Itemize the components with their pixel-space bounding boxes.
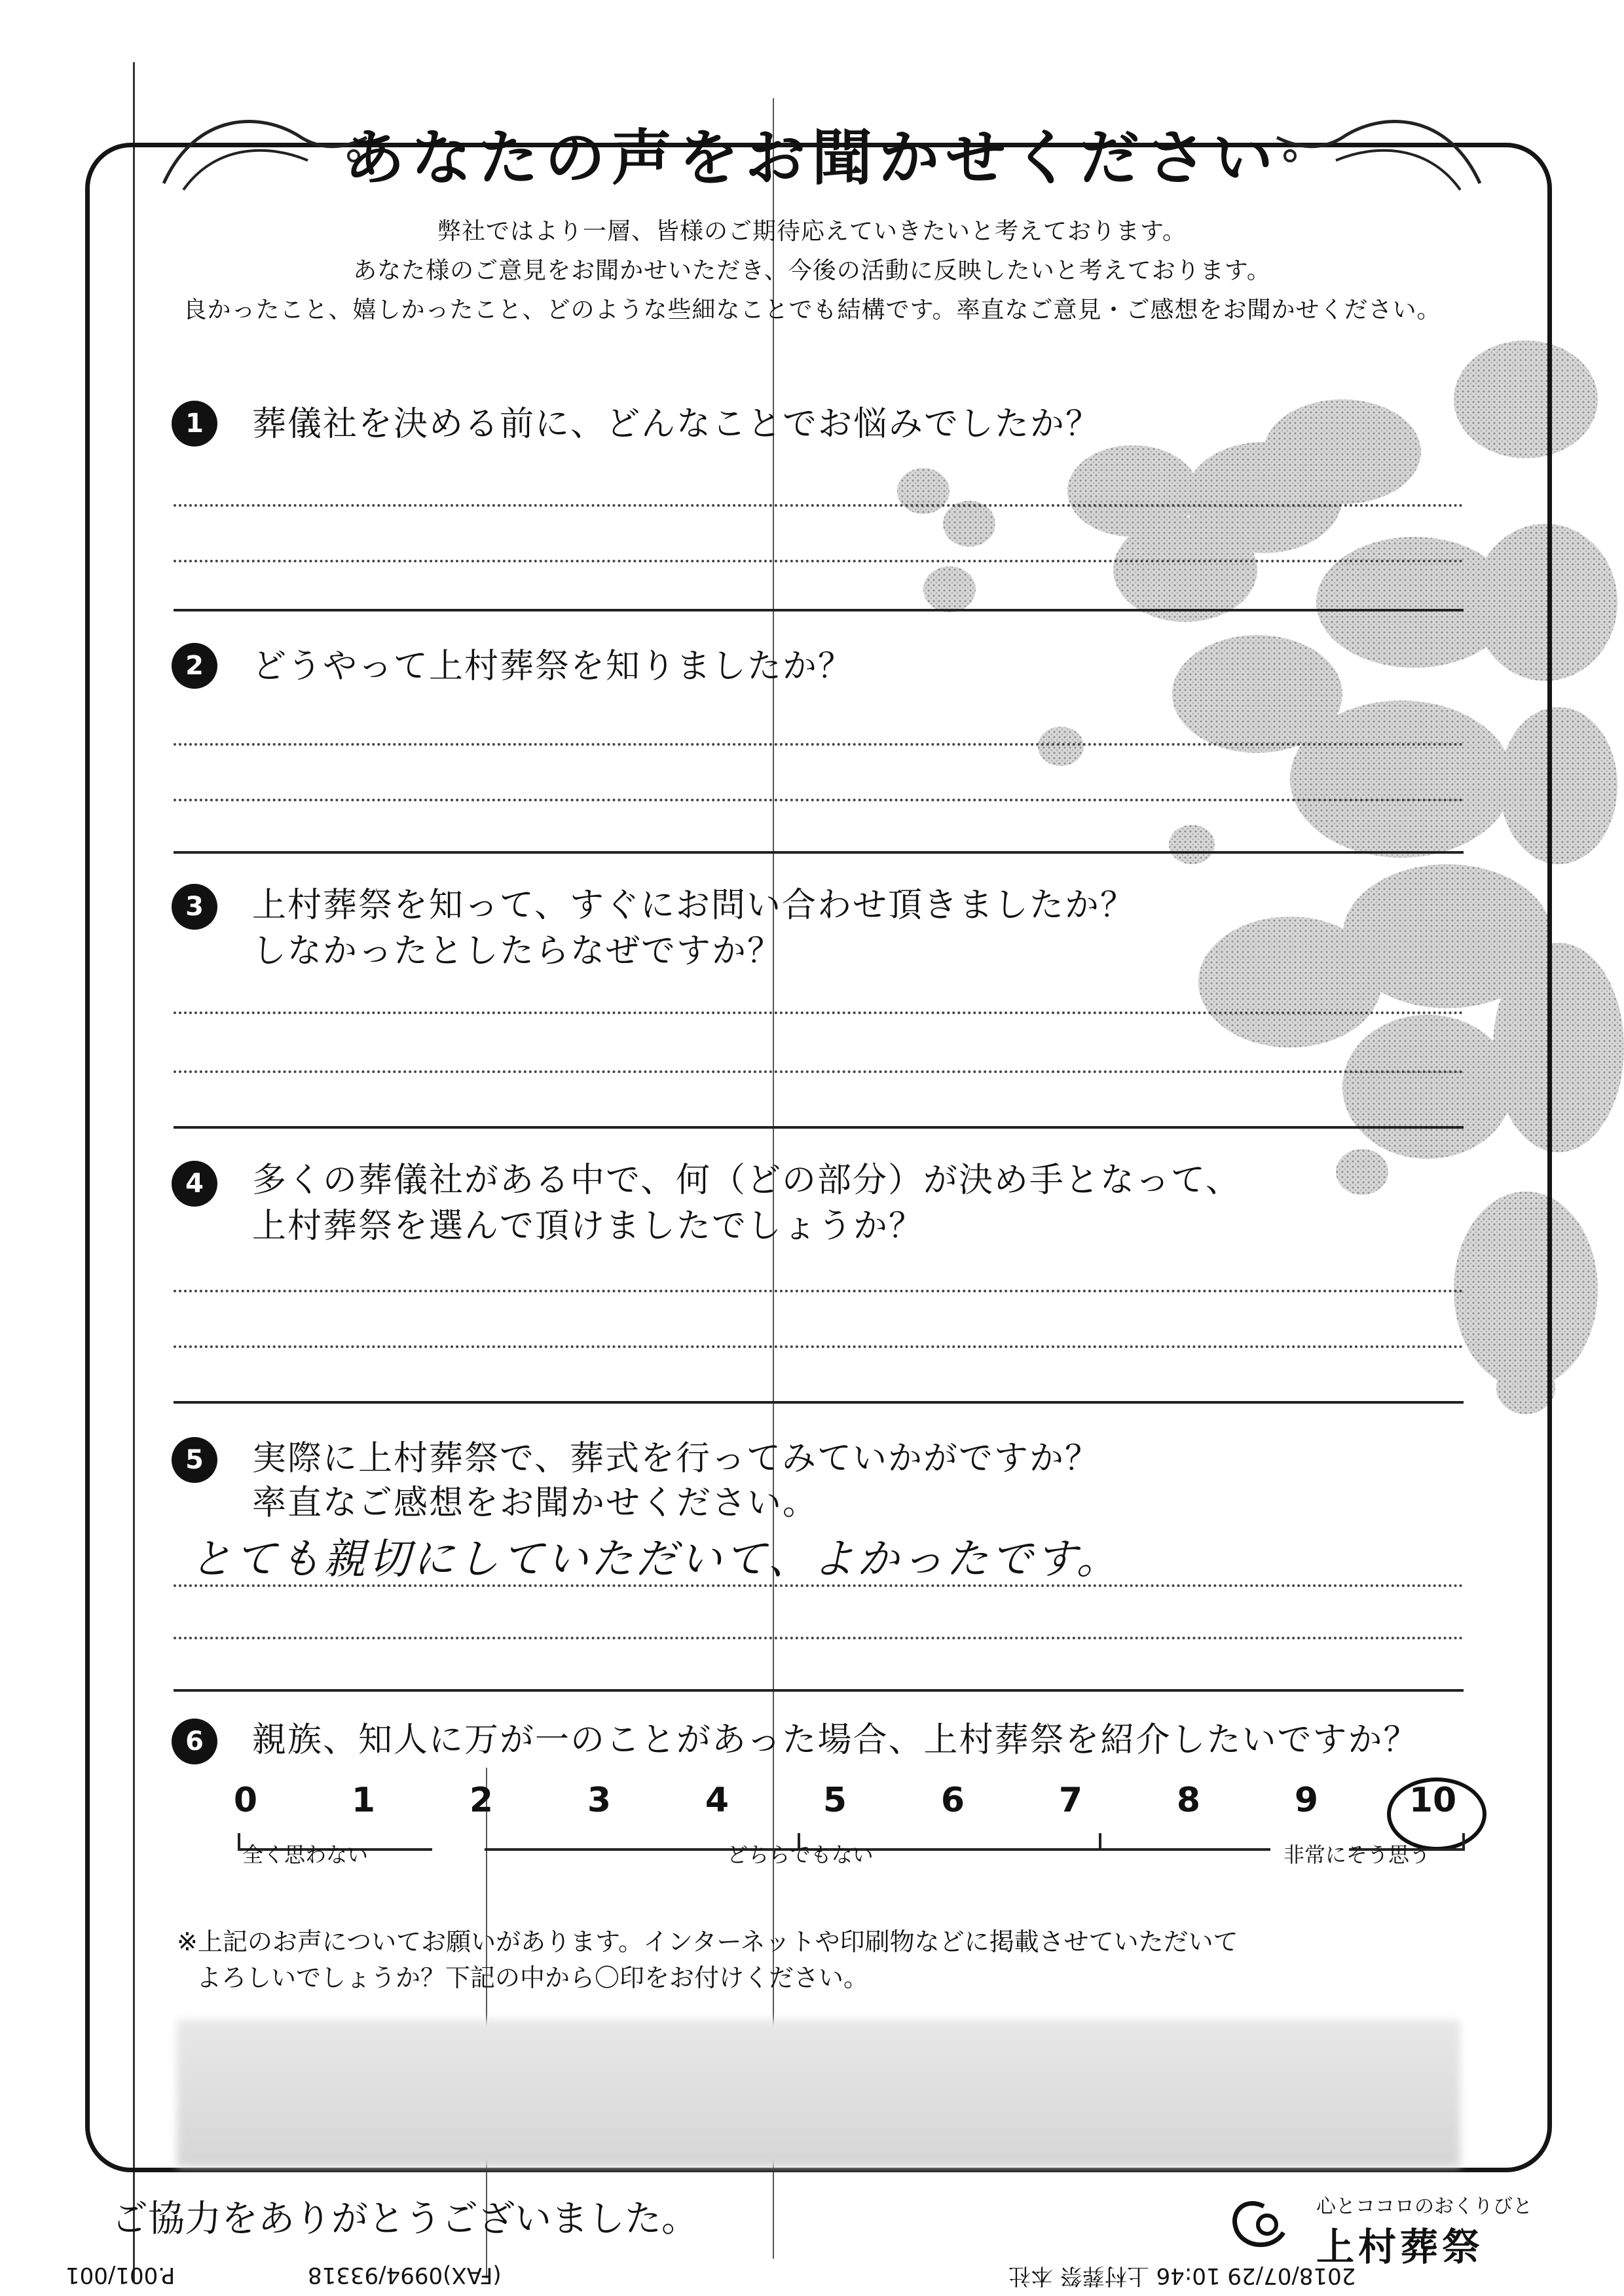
- blurred-consent-options: [177, 2020, 1460, 2167]
- question-number-badge: 6: [172, 1719, 217, 1764]
- answer-line[interactable]: [174, 1290, 1464, 1292]
- fax-number: (FAX)0994/93318: [308, 2262, 502, 2288]
- answer-line[interactable]: [174, 1584, 1464, 1587]
- scale-label-mid: どちらでもない: [727, 1842, 874, 1867]
- scale-tick-9[interactable]: 9: [1294, 1781, 1319, 1820]
- answer-line[interactable]: [174, 743, 1464, 746]
- question-6-text: 親族、知人に万が一のことがあった場合、上村葬祭を紹介したいですか？: [252, 1721, 1419, 1760]
- question-3-text-line-2: しなかったとしたらなぜですか？: [252, 932, 783, 971]
- publication-note-line-1: ※上記のお声についてお願いがあります。インターネットや印刷物などに掲載させていただいて: [177, 1927, 1238, 1956]
- scale-label-high: 非常にそう思う: [1283, 1842, 1431, 1867]
- question-2-text: どうやって上村葬祭を知りましたか？: [252, 647, 854, 686]
- answer-line[interactable]: [174, 1070, 1464, 1073]
- answer-line[interactable]: [174, 1011, 1464, 1014]
- scale-tick-7[interactable]: 7: [1058, 1781, 1083, 1820]
- question-5-text: 実際に上村葬祭で、葬式を行ってみていかがですか？: [252, 1439, 1100, 1478]
- scale-tick-5[interactable]: 5: [822, 1781, 847, 1820]
- question-number-badge: 3: [172, 884, 217, 930]
- intro-line-1: 弊社ではより一層、皆様のご期待応えていきたいと考えております。: [437, 218, 1187, 245]
- answer-line[interactable]: [174, 504, 1464, 507]
- section-divider: [174, 1689, 1464, 1692]
- thanks-message: ご協力をありがとうございました。: [111, 2198, 698, 2240]
- brand-logo-icon: [1225, 2193, 1310, 2252]
- scale-tick-3[interactable]: 3: [587, 1781, 612, 1820]
- scale-label-low: 全く思わない: [242, 1842, 369, 1867]
- brand-name: 上村葬祭: [1316, 2225, 1485, 2269]
- section-divider: [174, 851, 1464, 854]
- section-divider: [174, 1126, 1464, 1129]
- question-number-badge: 2: [172, 643, 217, 689]
- page-title: あなたの声をお聞かせください: [344, 123, 1280, 193]
- answer-line[interactable]: [174, 799, 1464, 801]
- scale-tick-8[interactable]: 8: [1176, 1781, 1201, 1820]
- section-divider: [174, 609, 1464, 611]
- scale-tick-10[interactable]: 10: [1409, 1781, 1457, 1820]
- question-1-text: 葬儀社を決める前に、どんなことでお悩みでしたか？: [252, 405, 1101, 444]
- fax-page-count: P.001/001: [65, 2262, 175, 2288]
- question-number-badge: 5: [172, 1437, 217, 1483]
- question-number-badge: 4: [172, 1161, 217, 1207]
- section-divider: [174, 1401, 1464, 1404]
- scale-tick-4[interactable]: 4: [705, 1781, 729, 1820]
- scale-tick-0[interactable]: 0: [233, 1781, 258, 1820]
- question-3-text: 上村葬祭を知って、すぐにお問い合わせ頂きましたか？: [252, 886, 1135, 925]
- question-4-text-line-2: 上村葬祭を選んで頂けましたでしょうか？: [252, 1207, 925, 1246]
- intro-line-2: あなた様のご意見をお聞かせいただき、今後の活動に反映したいと考えております。: [353, 257, 1271, 284]
- question-number-badge: 1: [172, 401, 217, 446]
- answer-line[interactable]: [174, 1345, 1464, 1348]
- scale-tick-1[interactable]: 1: [351, 1781, 376, 1820]
- brand-tagline: 心とココロのおくりびと: [1316, 2195, 1532, 2218]
- answer-line[interactable]: [174, 560, 1464, 562]
- answer-line[interactable]: [174, 1637, 1464, 1639]
- scale-tick-2[interactable]: 2: [469, 1781, 494, 1820]
- publication-note-line-2: よろしいでしょうか？下記の中から〇印をお付けください。: [196, 1963, 869, 1992]
- question-5-text-line-2: 率直なご感想をお聞かせください。: [252, 1484, 819, 1523]
- question-4-text: 多くの葬儀社がある中で、何（どの部分）が決め手となって、: [252, 1161, 1241, 1200]
- intro-line-3: 良かったこと、嬉しかったこと、どのような些細なことでも結構です。率直なご意見・ご感想をお聞かせください。: [183, 297, 1441, 323]
- fax-header: 2018/07/29 10:46 上村葬祭 本社: [1008, 2263, 1356, 2289]
- scale-tick-6[interactable]: 6: [940, 1781, 965, 1820]
- handwritten-answer: とても親切にしていただいて、よかったです。: [190, 1535, 1121, 1584]
